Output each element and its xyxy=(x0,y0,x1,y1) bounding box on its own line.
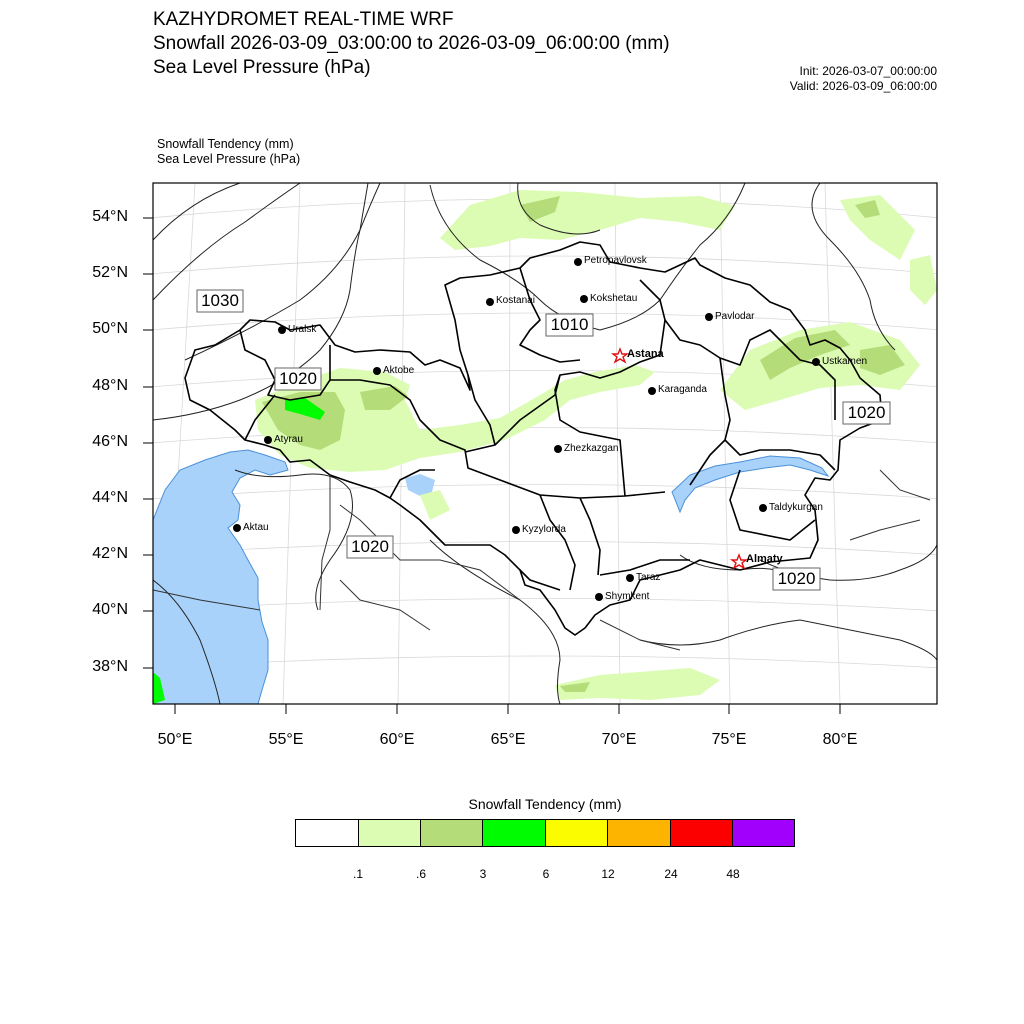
lon-label: 50°E xyxy=(157,731,193,748)
chart-title: KAZHYDROMET REAL-TIME WRF xyxy=(153,9,454,30)
lon-label: 65°E xyxy=(490,731,526,748)
city-label-ustkamen: Ustkamen xyxy=(822,356,868,367)
city-label-kokshetau: Kokshetau xyxy=(590,293,638,304)
city-label-aktau: Aktau xyxy=(243,522,269,533)
city-dot xyxy=(486,298,494,306)
capital-star-icon xyxy=(732,555,746,568)
capital-star-icon xyxy=(613,349,627,362)
lat-label: 54°N xyxy=(92,208,128,225)
city-label-kostanai: Kostanai xyxy=(496,295,535,306)
legend-tick: 48 xyxy=(726,867,740,881)
legend-swatch-6 xyxy=(670,819,733,847)
legend-tick: 3 xyxy=(479,867,487,881)
city-dot xyxy=(512,526,520,534)
lon-label: 75°E xyxy=(711,731,747,748)
city-label-zhezkazgan: Zhezkazgan xyxy=(564,443,619,454)
city-label-pavlodar: Pavlodar xyxy=(715,311,755,322)
legend-tick: 24 xyxy=(664,867,678,881)
city-dot xyxy=(580,295,588,303)
legend-swatch-7 xyxy=(732,819,795,847)
city-label-astana: Astana xyxy=(627,348,664,360)
lat-label: 42°N xyxy=(92,545,128,562)
subtitle-snowfall: Snowfall Tendency (mm) xyxy=(157,137,294,151)
city-dot xyxy=(574,258,582,266)
city-label-aktobe: Aktobe xyxy=(383,365,415,376)
legend-swatch-2 xyxy=(420,819,483,847)
city-label-uralsk: Uralsk xyxy=(288,324,317,335)
lon-label: 60°E xyxy=(379,731,415,748)
isobar-label: 1020 xyxy=(847,403,886,422)
legend-tick: .1 xyxy=(352,867,363,881)
isobar-label: 1010 xyxy=(550,315,589,334)
lat-label: 52°N xyxy=(92,264,128,281)
city-dot xyxy=(648,387,656,395)
city-label-shymkent: Shymkent xyxy=(605,591,650,602)
city-dot xyxy=(759,504,767,512)
isobar-label: 1020 xyxy=(351,537,389,556)
lon-label: 80°E xyxy=(822,731,858,748)
city-label-taldykurgan: Taldykurgan xyxy=(769,502,823,513)
lat-label: 46°N xyxy=(92,433,128,450)
city-label-karaganda: Karaganda xyxy=(658,384,707,395)
chart-title-pressure: Sea Level Pressure (hPa) xyxy=(153,57,371,78)
city-dot xyxy=(812,358,820,366)
city-dot xyxy=(264,436,272,444)
isobar-label: 1030 xyxy=(201,291,239,310)
city-label-kyzylorda: Kyzylorda xyxy=(522,524,566,535)
init-time: Init: 2026-03-07_00:00:00 xyxy=(799,64,937,78)
city-label-almaty: Almaty xyxy=(746,553,783,565)
city-label-atyrau: Atyrau xyxy=(274,434,303,445)
lat-label: 38°N xyxy=(92,658,128,675)
lon-label: 70°E xyxy=(601,731,637,748)
lon-label: 55°E xyxy=(268,731,304,748)
lat-label: 40°N xyxy=(92,601,128,618)
legend-swatch-4 xyxy=(545,819,608,847)
city-dot xyxy=(278,326,286,334)
isobar-label: 1020 xyxy=(279,369,317,388)
city-dot xyxy=(233,524,241,532)
lat-label: 44°N xyxy=(92,489,128,506)
city-dot xyxy=(595,593,603,601)
legend-swatch-3 xyxy=(482,819,546,847)
city-dot xyxy=(554,445,562,453)
caspian-sea xyxy=(153,450,288,704)
legend-tick: 12 xyxy=(601,867,615,881)
city-dot xyxy=(705,313,713,321)
legend-title: Snowfall Tendency (mm) xyxy=(468,796,622,812)
water-bodies xyxy=(153,450,828,704)
legend-tick: 6 xyxy=(542,867,550,881)
legend-swatch-5 xyxy=(607,819,671,847)
isobar-label: 1020 xyxy=(777,569,816,588)
city-label-petropavlovsk: Petropavlovsk xyxy=(584,255,647,266)
lat-label: 50°N xyxy=(92,320,128,337)
city-dot xyxy=(373,367,381,375)
city-label-taraz: Taraz xyxy=(636,572,661,583)
valid-time: Valid: 2026-03-09_06:00:00 xyxy=(789,79,937,93)
lat-label: 48°N xyxy=(92,377,128,394)
legend-tick: .6 xyxy=(415,867,426,881)
chart-title-field: Snowfall 2026-03-09_03:00:00 to 2026-03-09_06:00:00 (mm) xyxy=(153,33,670,54)
subtitle-pressure: Sea Level Pressure (hPa) xyxy=(157,152,301,166)
city-dot xyxy=(626,574,634,582)
legend-swatch-0 xyxy=(295,819,359,847)
legend-swatch-1 xyxy=(358,819,421,847)
